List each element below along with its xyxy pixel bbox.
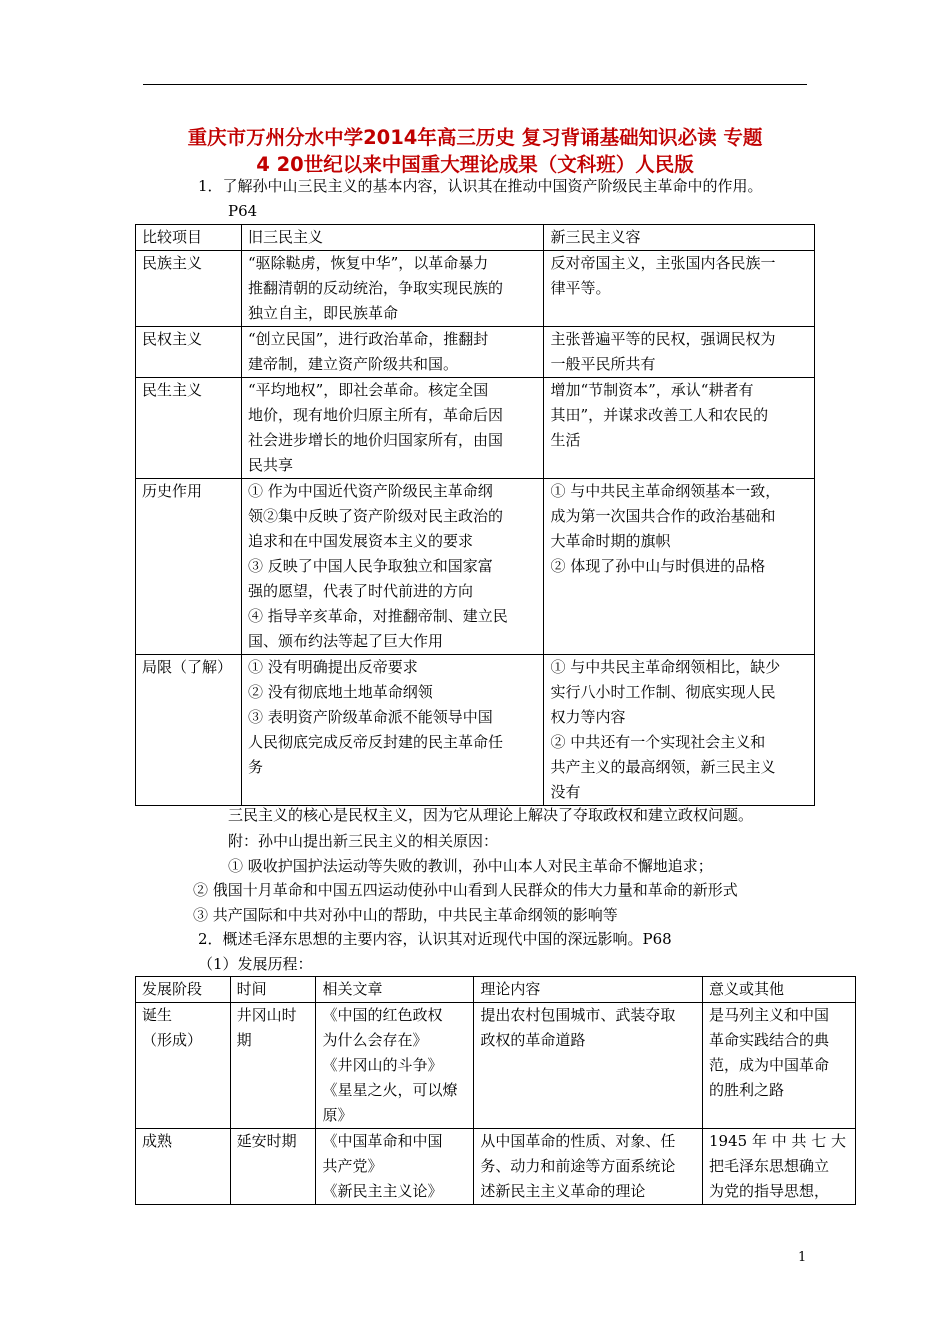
old-sanmin-cell <box>241 327 544 378</box>
cell-line: 国、颁布约法等起了巨大作用 <box>247 632 443 650</box>
cell-line: 主张普遍平等的民权，强调民权为 <box>550 330 776 348</box>
cell-line: 成为第一次国共合作的政治基础和 <box>550 507 776 525</box>
new-sanmin-cell <box>544 479 815 655</box>
stage-cell <box>136 1003 231 1129</box>
cell-line: ② 没有彻底地土地革命纲领 <box>247 683 433 701</box>
theory-cell <box>474 1003 703 1129</box>
comparison-item-cell <box>136 655 242 806</box>
cell-line: 民共享 <box>247 456 293 474</box>
cell-line: 独立自主，即民族革命 <box>247 304 398 322</box>
table-row <box>136 655 815 806</box>
cell-line: 局限（了解） <box>142 658 233 676</box>
reason-2: ② 俄国十月革命和中国五四运动使孙中山看到人民群众的伟大力量和革命的新形式 <box>193 881 738 899</box>
comparison-item-cell <box>136 327 242 378</box>
cell-line: 井冈山时 <box>236 1006 297 1024</box>
cell-line: 生活 <box>550 431 581 449</box>
theory-cell <box>474 1129 703 1205</box>
cell-line: 《井冈山的斗争》 <box>322 1056 443 1074</box>
table-header-cell: 新三民主义容 <box>544 225 815 251</box>
cell-line: 没有 <box>550 783 581 801</box>
cell-line: 期 <box>236 1031 252 1049</box>
cell-line: 实行八小时工作制、彻底实现人民 <box>550 683 776 701</box>
table-row <box>136 327 815 378</box>
table-row <box>136 1129 856 1205</box>
table-row <box>136 378 815 479</box>
table-header-cell: 意义或其他 <box>703 977 856 1003</box>
cell-line: 社会进步增长的地价归国家所有，由国 <box>247 431 503 449</box>
table-header-cell: 比较项目 <box>136 225 242 251</box>
table-row <box>136 1003 856 1129</box>
new-sanmin-cell <box>544 327 815 378</box>
comparison-item-cell <box>136 378 242 479</box>
question-1-page: P64 <box>228 202 258 220</box>
cell-line: 诞生 <box>142 1006 173 1024</box>
cell-line: 革命实践结合的典 <box>709 1031 830 1049</box>
cell-line: 《中国的红色政权 <box>322 1006 443 1024</box>
articles-cell <box>316 1003 474 1129</box>
cell-line: 民权主义 <box>142 330 203 348</box>
cell-line: ④ 指导辛亥革命，对推翻帝制、建立民 <box>247 607 508 625</box>
articles-cell <box>316 1129 474 1205</box>
new-sanmin-cell <box>544 378 815 479</box>
cell-line: 务、动力和前途等方面系统论 <box>480 1157 676 1175</box>
cell-line: 范，成为中国革命 <box>709 1056 830 1074</box>
cell-line: 领②集中反映了资产阶级对民主政治的 <box>247 507 503 525</box>
time-cell <box>230 1003 316 1129</box>
cell-line: 延安时期 <box>236 1132 297 1150</box>
cell-line: 成熟 <box>142 1132 173 1150</box>
new-sanmin-cell <box>544 655 815 806</box>
cell-line: 追求和在中国发展资本主义的要求 <box>247 532 473 550</box>
cell-line: ① 作为中国近代资产阶级民主革命纲 <box>247 482 493 500</box>
cell-line: 强的愿望，代表了时代前进的方向 <box>247 582 473 600</box>
cell-line: 1945 年 中 共 七 大 <box>709 1132 847 1150</box>
cell-line: 是马列主义和中国 <box>709 1006 830 1024</box>
cell-line: 《星星之火，可以燎 <box>322 1081 458 1099</box>
cell-line: 提出农村包围城市、武装夺取 <box>480 1006 676 1024</box>
title-line-2: 4 20世纪以来中国重大理论成果（文科班）人民版 <box>256 153 694 176</box>
cell-line: 为什么会存在》 <box>322 1031 428 1049</box>
cell-line: 从中国革命的性质、对象、任 <box>480 1132 676 1150</box>
cell-line: 的胜利之路 <box>709 1081 785 1099</box>
reason-3: ③ 共产国际和中共对孙中山的帮助，中共民主革命纲领的影响等 <box>193 906 618 924</box>
table-row <box>136 251 815 327</box>
cell-line: 一般平民所共有 <box>550 355 656 373</box>
cell-line: 大革命时期的旗帜 <box>550 532 671 550</box>
cell-line: 人民彻底完成反帝反封建的民主革命任 <box>247 733 503 751</box>
comparison-item-cell <box>136 479 242 655</box>
sanmin-comparison-table <box>135 224 815 806</box>
cell-line: 共产主义的最高纲领，新三民主义 <box>550 758 776 776</box>
cell-line: 其田”，并谋求改善工人和农民的 <box>550 406 769 424</box>
note-appendix: 附：孙中山提出新三民主义的相关原因： <box>228 832 499 850</box>
question-2: 2．概述毛泽东思想的主要内容，认识其对近现代中国的深远影响。P68 <box>198 930 672 948</box>
table-row <box>136 479 815 655</box>
old-sanmin-cell <box>241 655 544 806</box>
cell-line: ① 没有明确提出反帝要求 <box>247 658 418 676</box>
page-number: 1 <box>798 1250 807 1265</box>
cell-line: ③ 表明资产阶级革命派不能领导中国 <box>247 708 493 726</box>
cell-line: 《中国革命和中国 <box>322 1132 443 1150</box>
cell-line: “驱除鞑虏，恢复中华”，以革命暴力 <box>247 254 489 272</box>
comparison-item-cell <box>136 251 242 327</box>
cell-line: 为党的指导思想， <box>709 1182 830 1200</box>
cell-line: 增加“节制资本”，承认“耕者有 <box>550 381 754 399</box>
header-rule <box>143 84 807 85</box>
cell-line: ② 中共还有一个实现社会主义和 <box>550 733 766 751</box>
cell-line: 把毛泽东思想确立 <box>709 1157 830 1175</box>
cell-line: ① 与中共民主革命纲领基本一致， <box>550 482 781 500</box>
table-header-cell: 旧三民主义 <box>241 225 544 251</box>
table-header-cell: 相关文章 <box>316 977 474 1003</box>
cell-line: 务 <box>247 758 263 776</box>
reason-1: ① 吸收护国护法运动等失败的教训，孙中山本人对民主革命不懈地追求； <box>228 857 713 875</box>
table-header-cell: 理论内容 <box>474 977 703 1003</box>
title-line-1: 重庆市万州分水中学2014年高三历史 复习背诵基础知识必读 专题 <box>187 126 763 149</box>
cell-line: （形成） <box>142 1031 203 1049</box>
question-2-sub: （1）发展历程： <box>198 955 313 973</box>
note-core: 三民主义的核心是民权主义，因为它从理论上解决了夺取政权和建立政权问题。 <box>228 806 754 824</box>
cell-line: 民族主义 <box>142 254 203 272</box>
mao-thought-development-table <box>135 976 856 1205</box>
cell-line: 民生主义 <box>142 381 203 399</box>
cell-line: 反对帝国主义，主张国内各民族一 <box>550 254 776 272</box>
cell-line: 推翻清朝的反动统治，争取实现民族的 <box>247 279 503 297</box>
cell-line: 历史作用 <box>142 482 203 500</box>
document-title <box>130 124 820 178</box>
cell-line: 权力等内容 <box>550 708 626 726</box>
meaning-cell <box>703 1129 856 1205</box>
cell-line: “创立民国”，进行政治革命，推翻封 <box>247 330 489 348</box>
cell-line: 述新民主主义革命的理论 <box>480 1182 646 1200</box>
cell-line: ② 体现了孙中山与时俱进的品格 <box>550 557 766 575</box>
cell-line: 律平等。 <box>550 279 611 297</box>
table-header-cell: 发展阶段 <box>136 977 231 1003</box>
new-sanmin-cell <box>544 251 815 327</box>
cell-line: ① 与中共民主革命纲领相比，缺少 <box>550 658 781 676</box>
cell-line: “平均地权”，即社会革命。核定全国 <box>247 381 489 399</box>
cell-line: 地价，现有地价归原主所有，革命后因 <box>247 406 503 424</box>
table-header-cell: 时间 <box>230 977 316 1003</box>
cell-line: 建帝制，建立资产阶级共和国。 <box>247 355 458 373</box>
old-sanmin-cell <box>241 251 544 327</box>
cell-line: ③ 反映了中国人民争取独立和国家富 <box>247 557 493 575</box>
meaning-cell <box>703 1003 856 1129</box>
old-sanmin-cell <box>241 479 544 655</box>
old-sanmin-cell <box>241 378 544 479</box>
question-1: 1．了解孙中山三民主义的基本内容，认识其在推动中国资产阶级民主革命中的作用。 <box>198 177 763 195</box>
time-cell <box>230 1129 316 1205</box>
stage-cell <box>136 1129 231 1205</box>
cell-line: 原》 <box>322 1106 353 1124</box>
cell-line: 政权的革命道路 <box>480 1031 586 1049</box>
cell-line: 共产党》 <box>322 1157 383 1175</box>
cell-line: 《新民主主义论》 <box>322 1182 443 1200</box>
